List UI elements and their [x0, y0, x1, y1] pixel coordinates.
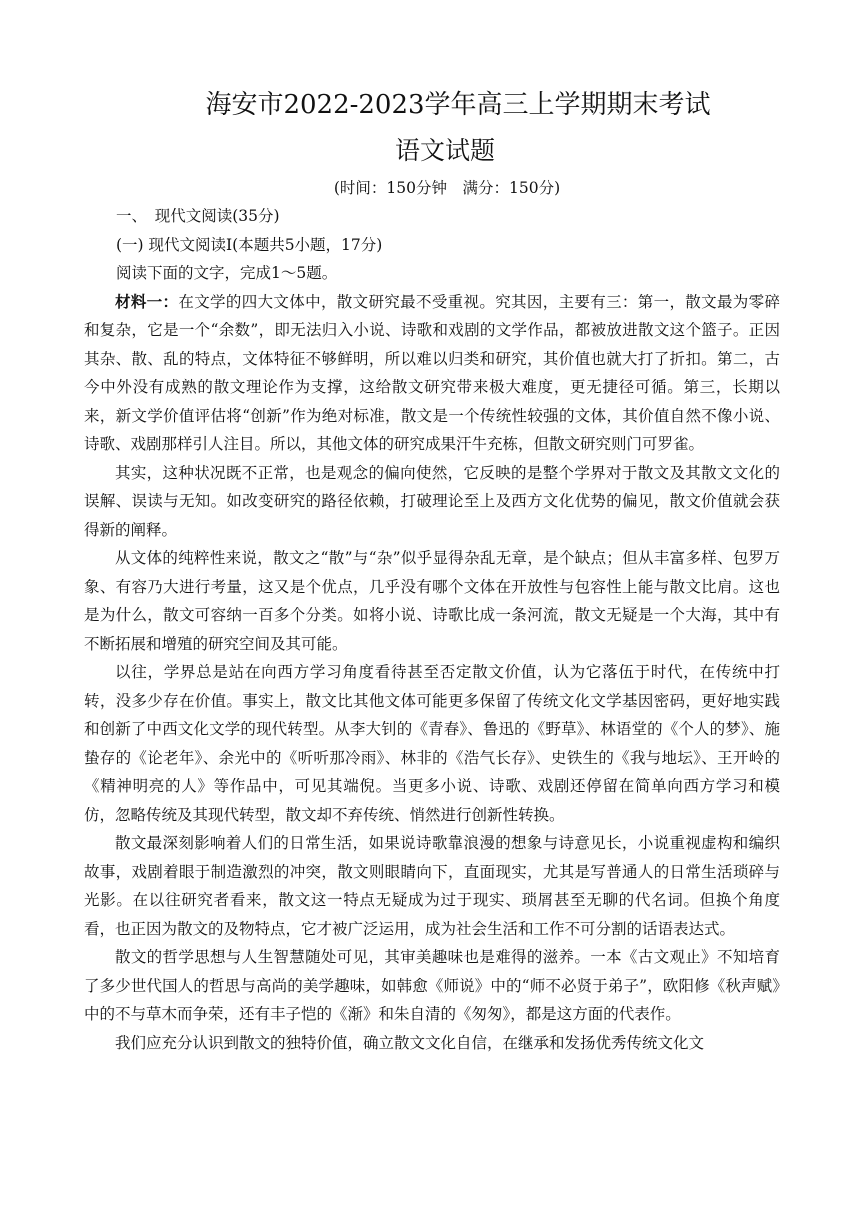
material-paragraph-3: 从文体的纯粹性来说，散文之“散”与“杂”似乎显得杂乱无章，是个缺点；但从丰富多样、包罗万象、有容乃大进行考量，这又是个优点，几乎没有哪个文体在开放性与包容性上能与散文比肩。这也是为什么，散文可容纳一百多个分类。如将小说、诗歌比成一条河流，散文无疑是一个大海，其中有不断拓展和增殖的研究空间及其可能。 [84, 549, 780, 653]
material-paragraph-4: 以往，学界总是站在向西方学习角度看待甚至否定散文价值，认为它落伍于时代，在传统中打转，没多少存在价值。事实上，散文比其他文体可能更多保留了传统文化文学基因密码，更好地实践和创新了中西文化文学的现代转型。从李大钊的《青春》、鲁迅的《野草》、林语堂的《个人的梦》、施蛰存的《论老年》、余光中的《听听那冷雨》、林非的《浩气长存》、史铁生的《我与地坛》、王开岭的《精神明亮的人》等作品中，可见其端倪。当更多小说、诗歌、戏剧还停留在简单向西方学习和模仿，忽略传统及其现代转型，散文却不弃传统、悄然进行创新性转换。 [84, 663, 780, 824]
section-heading: 一、 现代文阅读(35分) [116, 207, 280, 225]
reading-instruction: 阅读下面的文字，完成1～5题。 [116, 264, 338, 282]
material-paragraph-2: 其实，这种状况既不正常，也是观念的偏向使然，它反映的是整个学界对于散文及其散文文化的误解、误读与无知。如改变研究的路径依赖，打破理论至上及西方文化优势的偏见，散文价值就会获得新的阐释。 [84, 463, 780, 539]
material-paragraph-1 [84, 288, 780, 459]
material-paragraph-5: 散文最深刻影响着人们的日常生活，如果说诗歌靠浪漫的想象与诗意见长，小说重视虚构和编织故事，戏剧着眼于制造激烈的冲突，散文则眼睛向下，直面现实，尤其是写普通人的日常生活琐碎与光影。在以往研究者看来，散文这一特点无疑成为过于现实、琐屑甚至无聊的代名词。但换个角度看，也正因为散文的及物特点，它才被广泛运用，成为社会生活和工作不可分割的话语表达式。 [84, 834, 780, 938]
material-label: 材料一： [115, 291, 179, 311]
exam-title: 海安市2022-2023学年高三上学期期末考试 [205, 90, 711, 120]
part-heading: (一) 现代文阅读Ⅰ(本题共5小题，17分) [116, 235, 383, 254]
exam-subtitle: 语文试题 [394, 136, 495, 165]
material-paragraph-1-text: 在文学的四大文体中，散文研究最不受重视。究其因，主要有三：第一，散文最为零碎和复杂，它是一个“余数”，即无法归入小说、诗歌和戏剧的文学作品，都被放进散文这个篮子。正因其杂、散、乱的特点，文体特征不够鲜明，所以难以归类和研究，其价值也就大打了折扣。第二，古今中外没有成熟的散文理论作为支撑，这给散文研究带来极大难度，更无捷径可循。第三，长期以来，新文学价值评估将“创新”作为绝对标准，散文是一个传统性较强的文体，其价值自然不像小说、诗歌、戏剧那样引人注目。所以，其他文体的研究成果汗牛充栋，但散文研究则门可罗雀。 [84, 292, 780, 453]
exam-info: (时间：150分钟 满分：150分) [333, 179, 561, 197]
material-paragraph-7: 我们应充分认识到散文的独特价值，确立散文文化自信，在继承和发扬优秀传统文化文 [115, 1033, 705, 1052]
material-paragraph-6: 散文的哲学思想与人生智慧随处可见，其审美趣味也是难得的滋养。一本《古文观止》不知培育了多少世代国人的哲思与高尚的美学趣味，如韩愈《师说》中的“师不必贤于弟子”，欧阳修《秋声赋》中的不与草木而争荣，还有丰子恺的《渐》和朱自清的《匆匆》，都是这方面的代表作。 [84, 948, 780, 1023]
exam-body [84, 202, 780, 1057]
